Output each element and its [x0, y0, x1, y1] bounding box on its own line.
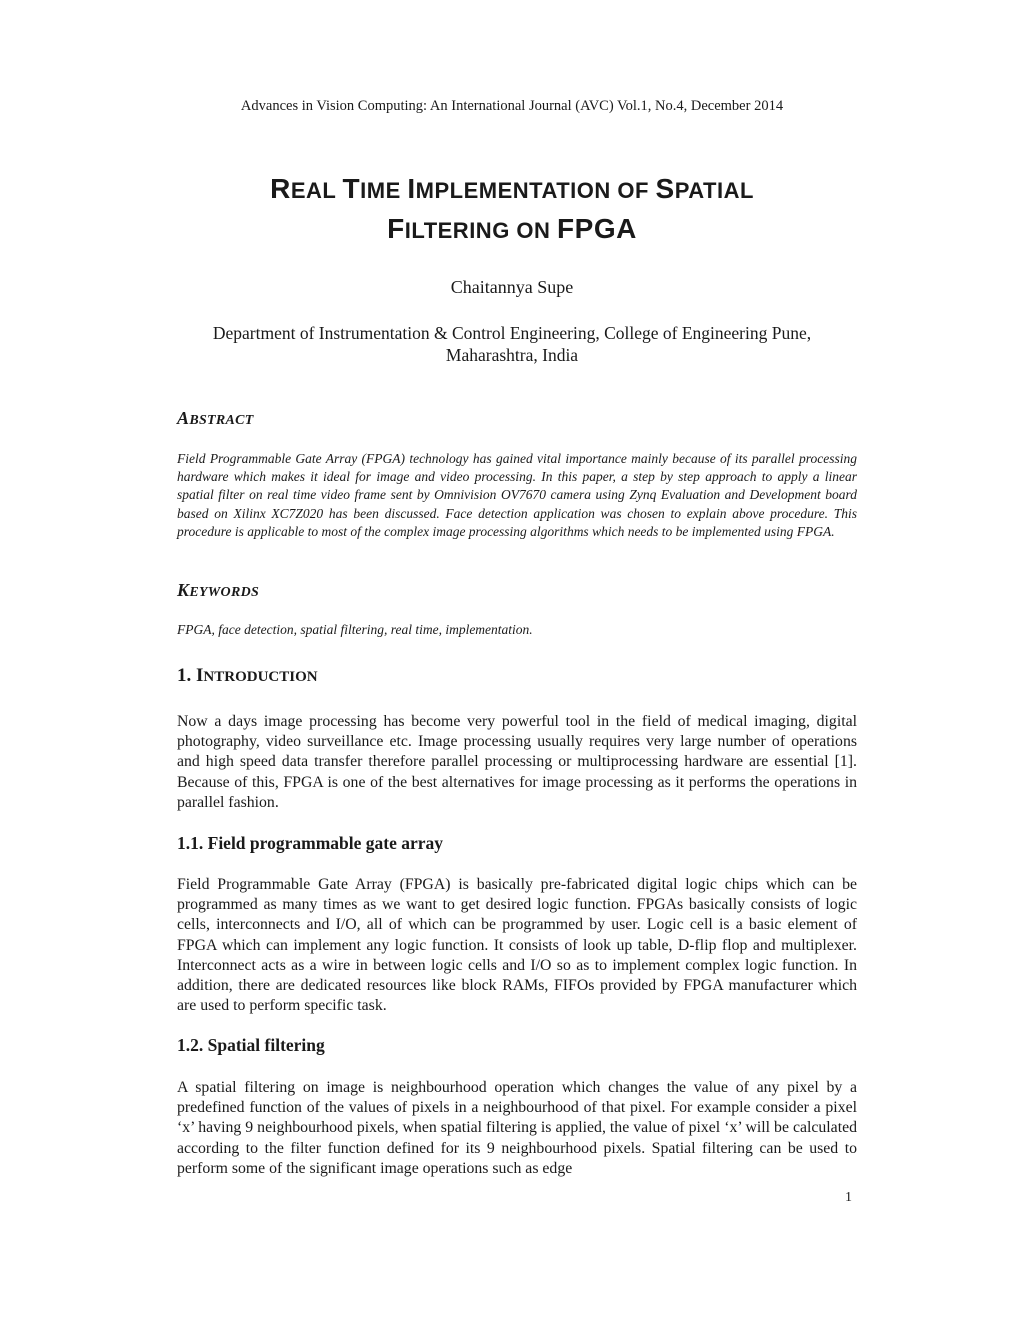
section-number: 1. — [177, 665, 196, 686]
title-word: EAL — [290, 178, 343, 203]
introduction-paragraph: Now a days image processing has become very powerful tool in the field of medical imaging, digital photography, video surveillance etc. Image processing usually requires very large number of operations and high speed data transfer therefore parallel processing or multiprocessing hardware are essential [1]. Because of this, FPGA is one of the best alternatives for image processing as it performs the operations in parallel fashion. — [177, 713, 857, 811]
title-line-2 — [0, 210, 1024, 250]
keywords-heading — [177, 580, 857, 601]
section-1-2-paragraph: A spatial filtering on image is neighbourhood operation which changes the value of any pixel by a predefined function of the values of pixels in a neighbourhood of that pixel. For example consider a pixel ‘x’ having 9 neighbourhood pixels, when spatial filtering is applied, the value of pixel ‘x’ will be calculated according to the filter function defined for its 9 neighbourhood pixels. Spatial filtering can be used to perform some of the significant image operations such as edge — [177, 1079, 857, 1177]
heading-cap: A — [177, 408, 190, 428]
title-cap: R — [270, 173, 291, 204]
introduction-heading — [177, 665, 318, 687]
heading-rest: EYWORDS — [189, 585, 260, 600]
page-number: 1 — [845, 1190, 852, 1205]
running-header: Advances in Vision Computing: An International Journal (AVC) Vol.1, No.4, December 2014 — [240, 98, 784, 114]
affiliation-line-2: Maharashtra, India — [445, 345, 579, 365]
title-word: PATIAL — [674, 178, 754, 203]
section-1-1-heading: 1.1. Field programmable gate array — [177, 833, 444, 853]
title-cap: S — [655, 173, 675, 204]
title-cap: F — [387, 213, 405, 244]
heading-cap: I — [196, 665, 204, 686]
affiliation-line-1: Department of Instrumentation & Control Engineering, College of Engineering Pune, — [212, 323, 812, 343]
author-name: Chaitannya Supe — [450, 277, 574, 297]
title-cap: I — [407, 173, 416, 204]
heading-cap: K — [177, 580, 190, 600]
abstract-text: Field Programmable Gate Array (FPGA) technology has gained vital importance mainly because of its parallel processing hardware which makes it ideal for image and video processing. In this paper, a step by step approach to apply a linear spatial filter on real time video frame sent by Omnivision OV7670 camera using Zynq Evaluation and Development board based on Xilinx XC7Z020 has been discussed. Face detection application was chosen to explain above procedure. This procedure is applicable to most of the complex image processing algorithms which needs to be implemented using FPGA. — [177, 451, 857, 539]
paper-title — [0, 170, 1024, 250]
abstract-heading — [177, 408, 857, 429]
title-cap: FPGA — [557, 213, 637, 244]
title-cap: T — [342, 173, 361, 204]
heading-rest: BSTRACT — [189, 413, 254, 428]
title-line-1 — [0, 170, 1024, 210]
keywords-text: FPGA, face detection, spatial filtering, real time, implementation. — [177, 622, 533, 637]
section-1-2-heading: 1.2. Spatial filtering — [177, 1035, 325, 1055]
section-1-1-paragraph: Field Programmable Gate Array (FPGA) is basically pre-fabricated digital logic chips which can be programmed as many times as we want to get desired logic function. FPGAs basically consists of logic cells, interconnects and I/O, all of which can be programmed by user. Logic cell is a basic element of FPGA which can implement any logic function. It consists of look up table, D-flip flop and multiplexer. Interconnect acts as a wire in between logic cells and I/O so as to implement complex logic function. In addition, there are dedicated resources like block RAMs, FIFOs provided by FPGA manufacturer which are used to perform specific task. — [177, 876, 857, 1015]
title-word: ILTERING ON — [404, 218, 558, 243]
heading-rest: NTRODUCTION — [203, 669, 318, 685]
author-affiliation — [0, 322, 1024, 366]
title-word: MPLEMENTATION OF — [415, 178, 656, 203]
title-word: IME — [360, 178, 408, 203]
